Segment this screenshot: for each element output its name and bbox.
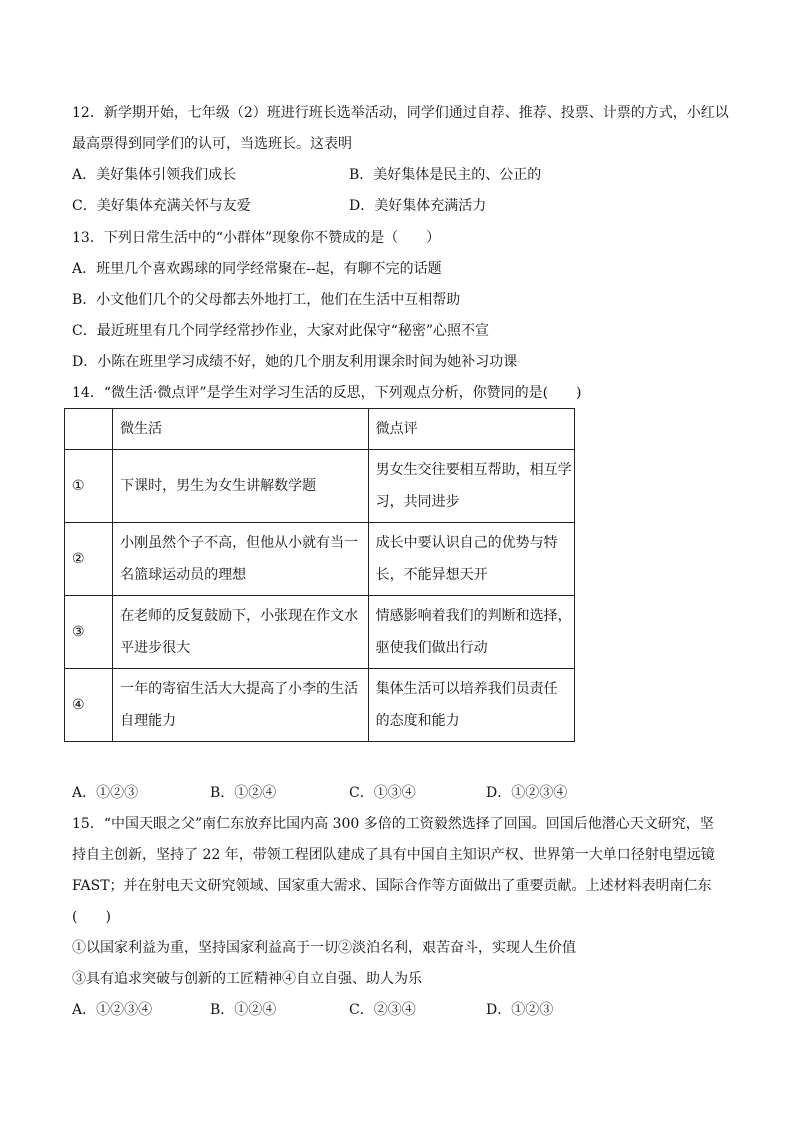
life-text: 一年的寄宿生活大大提高了小李的生活: [120, 681, 359, 697]
q13-option-d: D．小陈在班里学习成绩不好，她的几个朋友利用课余时间为她补习功课: [72, 354, 518, 370]
q14-option-b: B．①②④: [210, 785, 277, 801]
q12-option-a: A．美好集体引领我们成长: [72, 167, 237, 183]
comment-cell: [368, 596, 574, 669]
row-number: ④: [65, 669, 113, 742]
comment-cell: [368, 669, 574, 742]
life-text: 在老师的反复鼓励下，小张现在作文水: [120, 608, 359, 624]
q13-option-a: A．班里几个喜欢踢球的同学经常聚在--起，有聊不完的话题: [72, 261, 442, 277]
life-cell: [113, 450, 369, 523]
comment-text: 集体生活可以培养我们员责任: [375, 681, 558, 697]
q12-stem-line1: 12．新学期开始，七年级（2）班进行班长选举活动，同学们通过自荐、推荐、投票、计票的方式，小红以: [72, 105, 729, 121]
q13-stem: 13．下列日常生活中的“小群体”现象你不赞成的是（ ）: [72, 230, 441, 246]
comment-text: 的态度和能力: [375, 713, 460, 729]
comment-text: 长，不能异想天开: [375, 567, 488, 583]
life-text: 名篮球运动员的理想: [120, 567, 247, 583]
q15-statement2: ③具有追求突破与创新的工匠精神④自立自强、助人为乐: [72, 971, 422, 987]
life-cell: [113, 596, 369, 669]
row-number: ①: [65, 450, 113, 523]
q15-stem-line3: FAST；并在射电天文研究领域、国家重大需求、国际合作等方面做出了重要贡献。上述材料表明南仁东: [72, 878, 712, 894]
q13-option-c: C．最近班里有几个同学经常抄作业，大家对此保守“秘密”心照不宣: [72, 323, 490, 339]
micro-life-table: [64, 408, 575, 742]
table-row: [65, 596, 575, 669]
table-header-life: 微生活: [113, 409, 369, 450]
row-number: ②: [65, 523, 113, 596]
q15-stem-line2: 持自主创新，坚持了 22 年，带领工程团队建成了具有中国自主知识产权、世界第一大单口径射电望远镜: [72, 847, 715, 863]
q14-option-c: C．①③④: [349, 785, 416, 801]
q15-option-c: C．②③④: [349, 1002, 416, 1018]
table-row: [65, 450, 575, 523]
q15-stem-line1: 15．“中国天眼之父”南仁东放弃比国内高 300 多倍的工资毅然选择了回国。回国后他潜心天文研究，坚: [72, 816, 714, 832]
table-row: [65, 523, 575, 596]
table-header-comment: 微点评: [368, 409, 574, 450]
life-text: 自理能力: [120, 713, 177, 729]
q15-stem-line4: ( ): [72, 909, 111, 925]
comment-text: 男女生交往要相互帮助，相互学: [375, 462, 572, 478]
comment-text: 情感影响着我们的判断和选择，: [375, 608, 572, 624]
table-header-row: [65, 409, 575, 450]
q14-option-d: D．①②③④: [486, 785, 568, 801]
life-text: 平进步很大: [120, 640, 191, 656]
comment-text: 习，共同进步: [375, 494, 460, 510]
q12-option-d: D．美好集体充满活力: [349, 198, 487, 214]
q15-option-b: B．①②④: [210, 1002, 277, 1018]
q15-option-d: D．①②③: [486, 1002, 554, 1018]
row-number: ③: [65, 596, 113, 669]
table-header-blank: [65, 409, 113, 450]
life-cell: [113, 523, 369, 596]
q15-option-a: A．①②③④: [72, 1002, 153, 1018]
table-row: [65, 669, 575, 742]
q12-stem-line2: 最高票得到同学们的认可，当选班长。这表明: [72, 136, 352, 152]
comment-cell: [368, 450, 574, 523]
q12-option-b: B．美好集体是民主的、公正的: [349, 167, 542, 183]
q14-stem: 14．“微生活·微点评”是学生对学习生活的反思，下列观点分析，你赞同的是( ): [72, 385, 582, 401]
life-text: 小刚虽然个子不高，但他从小就有当一: [120, 535, 359, 551]
comment-text: 成长中要认识自己的优势与特: [375, 535, 558, 551]
q12-option-c: C．美好集体充满关怀与友爱: [72, 198, 251, 214]
q13-option-b: B．小文他们几个的父母都去外地打工，他们在生活中互相帮助: [72, 292, 461, 308]
comment-text: 驱使我们做出行动: [375, 640, 488, 656]
q14-option-a: A．①②③: [72, 785, 139, 801]
comment-cell: [368, 523, 574, 596]
q15-statement1: ①以国家利益为重，坚持国家利益高于一切②淡泊名利，艰苦奋斗，实现人生价值: [72, 940, 576, 956]
life-text: 下课时，男生为女生讲解数学题: [120, 478, 317, 494]
life-cell: [113, 669, 369, 742]
